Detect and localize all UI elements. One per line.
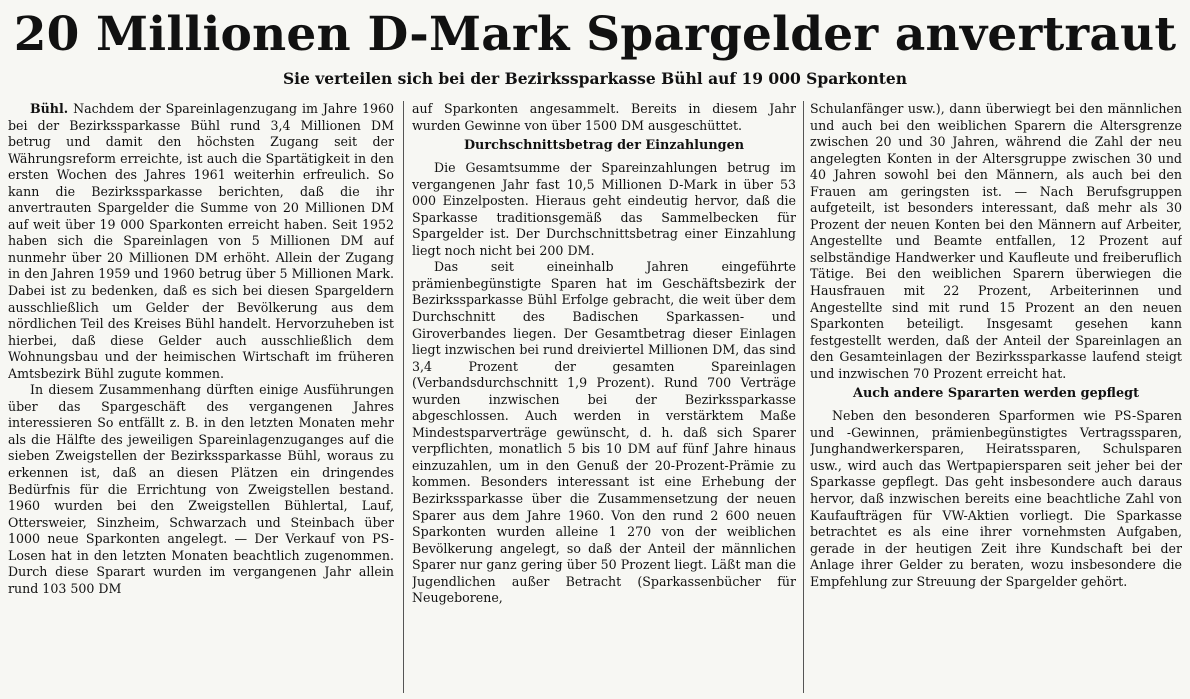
article-paragraph: In diesem Zusammenhang dürften einige Ausführungen über das Spargeschäft des vergangenen Jahres interessieren So entfällt z. B. in den letzten Monaten mehr als die Hälfte des jeweiligen Spareinlagenzuganges auf die sieben Zweigstellen der Bezirkssparkasse Bühl, woraus zu erkennen ist, daß an diesen Plätzen ein dringendes Bedürfnis für die Errichtung von Zweigstellen bestand. 1960 wurden bei den Zweigstellen Bühlertal, Lauf, Ottersweier, Sinzheim, Schwarzach und Steinbach über 1000 neue Sparkonten angelegt. — Der Verkauf von PS-Losen hat in den letzten Monaten beachtlich zugenommen. Durch diese Sparart wurden im vergangenen Jahr allein rund 103 500 DM [8,382,394,596]
article-paragraph: Die Gesamtsumme der Spareinzahlungen betrug im vergangenen Jahr fast 10,5 Millionen D-Mark in über 53 000 Einzelposten. Hieraus geht eindeutig hervor, daß die Sparkasse traditionsgemäß das Sammelbecken für Spargelder ist. Der Durchschnittsbetrag einer Einzahlung liegt noch nicht bei 200 DM. [412,160,796,258]
dateline: Bühl. [30,101,69,116]
paragraph-text: Nachdem der Spareinlagenzugang im Jahre 1960 bei der Bezirkssparkasse Bühl rund 3,4 Millionen DM betrug und damit den höchsten Zugang seit der Währungsreform erreichte, ist auch die Spartätigkeit in den ersten Wochen des Jahres 1961 weiterhin erfreulich. So kann die Bezirkssparkasse berichten, daß die ihr anvertrauten Spargelder die Summe von 20 Millionen DM auf weit über 19 000 Sparkonten erreicht haben. Seit 1952 haben sich die Spareinlagen von 5 Millionen DM auf nunmehr über 20 Millionen DM erhöht. Allein der Zugang in den Jahren 1959 und 1960 betrug über 5 Millionen Mark. Dabei ist zu bedenken, daß es sich bei diesen Spargeldern ausschließlich um Gelder der Bevölkerung aus dem nördlichen Teil des Kreises Bühl handelt. Hervorzuheben ist hierbei, daß diese Gelder auch ausschließlich dem Wohnungsbau und der heimischen Wirtschaft im früheren Amtsbezirk Bühl zugute kommen. [8,101,394,381]
article-paragraph [8,101,394,382]
column-1 [8,101,394,693]
section-heading: Durchschnittsbetrag der Einzahlungen [463,138,745,154]
headline: 20 Millionen D-Mark Spargelder anvertraut [13,7,1177,62]
section-heading: Auch andere Spararten werden gepflegt [853,386,1139,402]
column-rule-2 [803,101,804,693]
subheadline: Sie verteilen sich bei der Bezirkssparkasse Bühl auf 19 000 Sparkonten [282,69,908,88]
column-3 [810,101,1182,693]
article-paragraph: auf Sparkonten angesammelt. Bereits in diesem Jahr wurden Gewinne von über 1500 DM ausgeschüttet. [412,101,796,133]
article-paragraph: Neben den besonderen Sparformen wie PS-Sparen und -Gewinnen, prämienbegünstigtes Vertragssparen, Junghandwerkersparen, Heiratssparen, Schulsparen usw., wird auch das Wertpapiersparen seit jeher bei der Sparkasse gepflegt. Das geht insbesondere auch daraus hervor, daß inzwischen bereits eine beachtliche Zahl von Kaufaufträgen für VW-Aktien vorliegt. Die Sparkasse betrachtet es als eine ihrer vornehmsten Aufgaben, gerade in der heutigen Zeit ihre Kundschaft bei der Anlage ihrer Gelder zu beraten, wozu insbesondere die Empfehlung zur Streuung der Spargelder gehört. [810,408,1182,589]
article-paragraph: Das seit eineinhalb Jahren eingeführte prämienbegünstigte Sparen hat im Geschäftsbezirk der Bezirkssparkasse Bühl Erfolge gebracht, die weit über dem Durchschnitt des Badischen Sparkassen- und Giroverbandes liegen. Der Gesamtbetrag dieser Einlagen liegt inzwischen bei rund dreiviertel Millionen DM, das sind 3,4 Prozent der gesamten Spareinlagen (Verbandsdurchschnitt 1,9 Prozent). Rund 700 Verträge wurden inzwischen bei der Bezirkssparkasse abgeschlossen. Auch werden in verstärktem Maße Mindestsparverträge gewünscht, d. h. daß sich Sparer verpflichten, monatlich 5 bis 10 DM auf fünf Jahre hinaus einzuzahlen, um in den Genuß der 20-Prozent-Prämie zu kommen. Besonders interessant ist eine Erhebung der Bezirkssparkasse über die Zusammensetzung der neuen Sparer aus dem Jahre 1960. Von den rund 2 600 neuen Sparkonten wurden alleine 1 270 von der weiblichen Bevölkerung angelegt, so daß der Anteil der männlichen Sparer nur ganz gering über 50 Prozent liegt. Läßt man die Jugendlichen außer Betracht (Sparkassenbücher für Neugeborene, [412,259,796,606]
article-paragraph: Schulanfänger usw.), dann überwiegt bei den männlichen und auch bei den weiblichen Sparern die Altersgrenze zwischen 20 und 30 Jahren, während die Zahl der neu angelegten Konten in der Altersgruppe zwischen 30 und 40 Jahren sowohl bei den Männern, als auch bei den Frauen am geringsten ist. — Nach Berufsgruppen aufgeteilt, ist besonders interessant, daß mehr als 30 Prozent der neuen Konten bei den Männern auf Arbeiter, Angestellte und Beamte entfallen, 12 Prozent auf selbständige Handwerker und Kaufleute und freiberuflich Tätige. Bei den weiblichen Sparern überwiegen die Hausfrauen mit 22 Prozent, Arbeiterinnen und Angestellte sind mit rund 15 Prozent an den neuen Sparkonten beteiligt. Insgesamt gesehen kann festgestellt werden, daß der Anteil der Spareinlagen an den Gesamteinlagen der Bezirkssparkasse laufend steigt und inzwischen 70 Prozent erreicht hat. [810,101,1182,381]
column-2 [412,101,796,693]
column-rule-1 [403,101,404,693]
